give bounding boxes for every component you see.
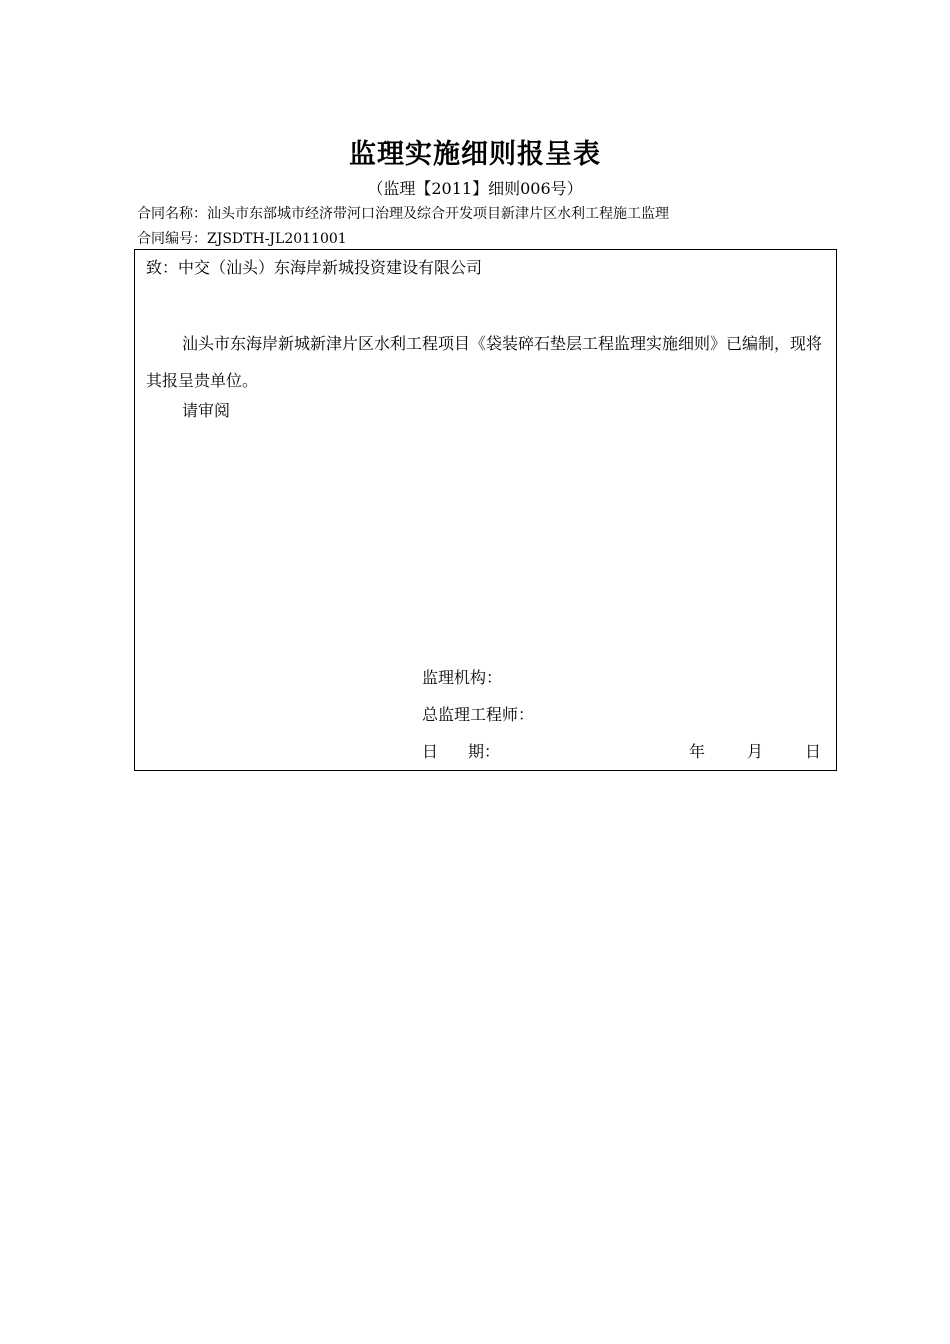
contract-number: 合同编号：ZJSDTH-JL2011001 xyxy=(137,231,347,247)
recipient-line: 致：中交（汕头）东海岸新城投资建设有限公司 xyxy=(146,258,483,277)
year-label: 年 xyxy=(689,742,706,761)
contract-name: 合同名称：汕头市东部城市经济带河口治理及综合开发项目新津片区水利工程施工监理 xyxy=(137,206,669,222)
day-label: 日 xyxy=(805,742,822,761)
body-paragraph: 汕头市东海岸新城新津片区水利工程项目《袋装碎石垫层工程监理实施细则》已编制，现将其报呈贵单位。 xyxy=(146,334,823,390)
document-number: （监理【2011】细则006号） xyxy=(367,179,583,198)
date-label-part2: 期： xyxy=(468,742,501,761)
document-title: 监理实施细则报呈表 xyxy=(349,139,601,170)
date-label-part1: 日 xyxy=(422,742,439,761)
supervision-org-label: 监理机构： xyxy=(422,668,503,687)
review-request: 请审阅 xyxy=(182,401,231,420)
chief-engineer-label: 总监理工程师： xyxy=(422,705,535,724)
date-label xyxy=(422,739,500,762)
form-box xyxy=(134,249,837,771)
month-label: 月 xyxy=(747,742,764,761)
